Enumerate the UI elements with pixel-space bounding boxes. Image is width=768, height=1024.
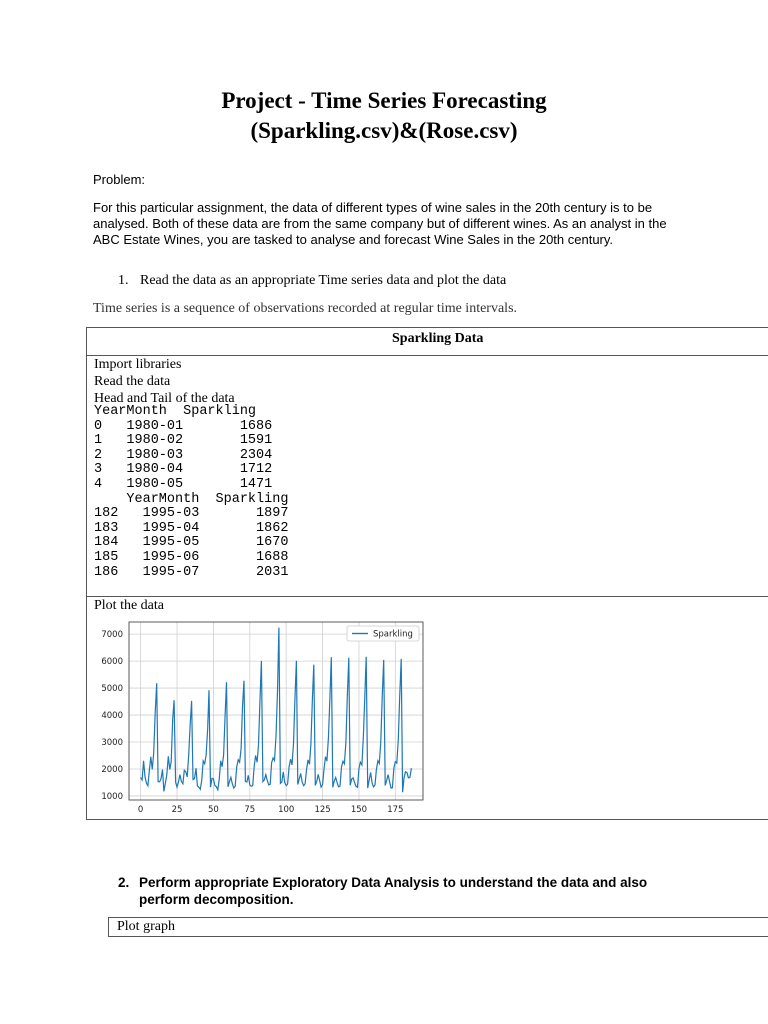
plot-graph-label: Plot graph — [117, 919, 175, 934]
y-tick-label: 6000 — [101, 657, 123, 668]
y-tick-label: 5000 — [101, 684, 123, 695]
x-tick-label: 150 — [350, 805, 368, 815]
tail-output: YearMonth Sparkling 182 1995-03 1897 183 1995-04 1862 184 1995-05 1670 185 1995-06 1688 186 1995-07 2031 — [94, 491, 289, 580]
y-tick-label: 7000 — [101, 630, 123, 641]
sparkling-line-chart — [93, 618, 427, 818]
x-tick-label: 0 — [137, 805, 144, 815]
y-tick-label: 3000 — [101, 738, 123, 749]
step-1-number: 1. — [118, 273, 129, 288]
problem-text: For this particular assignment, the data of different types of wine sales in the 20th century is to be analysed. Both of these data are from the same company but of different wines. As an analyst in the ABC Estate Wines, you are tasked to analyse and forecast Wine Sales in the 20th century. — [93, 200, 667, 247]
plot-graph-box — [108, 917, 768, 937]
problem-label: Problem: — [93, 172, 146, 187]
x-tick-label: 25 — [171, 805, 183, 815]
head-tail-label: Head and Tail of the data — [94, 391, 235, 406]
import-libraries-label: Import libraries — [94, 357, 182, 372]
step-1-text: Read the data as an appropriate Time series data and plot the data — [140, 273, 507, 288]
y-tick-label: 2000 — [101, 764, 123, 775]
page-title-line1: Project - Time Series Forecasting — [221, 88, 547, 113]
sparkling-series-line — [141, 628, 412, 793]
time-series-definition: Time series is a sequence of observations recorded at regular time intervals. — [93, 301, 518, 316]
y-tick-label: 1000 — [101, 791, 123, 802]
x-tick-label: 75 — [244, 805, 256, 815]
table-header: Sparkling Data — [392, 331, 484, 346]
table-header-row — [87, 328, 768, 356]
plot-data-label: Plot the data — [94, 598, 164, 613]
table-divider — [87, 596, 768, 597]
x-tick-label: 125 — [314, 805, 331, 815]
page-title-line2: (Sparkling.csv)&(Rose.csv) — [250, 118, 518, 143]
y-tick-label: 4000 — [101, 711, 123, 722]
x-tick-label: 50 — [208, 805, 219, 815]
legend-label: Sparkling — [373, 629, 413, 640]
data-section — [94, 356, 768, 580]
x-tick-label: 100 — [278, 805, 295, 815]
step-1 — [118, 273, 506, 289]
step-2-number: 2. — [118, 875, 130, 890]
sparkling-data-table — [86, 327, 768, 820]
step-2-text: Perform appropriate Exploratory Data Analysis to understand the data and also perform decomposition. — [139, 875, 648, 907]
x-tick-label: 175 — [387, 805, 404, 815]
head-output: YearMonth Sparkling 0 1980-01 1686 1 1980-02 1591 2 1980-03 2304 3 1980-04 1712 4 1980-05 1471 — [94, 404, 273, 492]
read-data-label: Read the data — [94, 374, 171, 389]
